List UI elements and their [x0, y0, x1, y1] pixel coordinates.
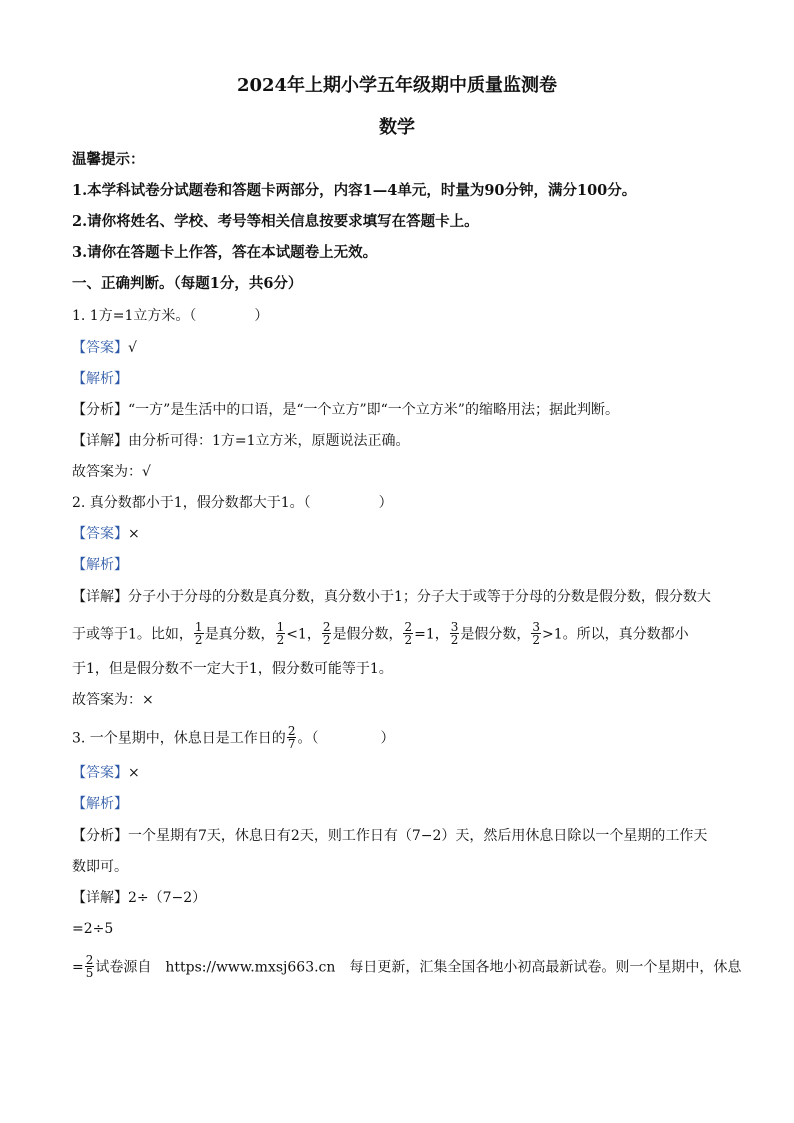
conclusion-value: √ [142, 464, 151, 480]
question-3-fenxi [72, 826, 722, 846]
example-text: 是假分数， [332, 626, 403, 643]
numerator: 3 [532, 620, 541, 634]
xiangjie-text: 由分析可得：1方=1立方米，原题说法正确。 [128, 433, 410, 449]
equals-sign: = [72, 959, 84, 976]
question-3-open: 。（ [297, 730, 319, 747]
example-text: =1， [414, 626, 449, 643]
answer-value: √ [128, 340, 137, 356]
question-1-answer [72, 338, 722, 358]
question-3-stem [72, 726, 722, 751]
numerator: 2 [287, 724, 296, 738]
numerator: 2 [404, 620, 413, 634]
question-3-text: 3. 一个星期中，休息日是工作日的 [72, 730, 286, 747]
numerator: 3 [450, 620, 459, 634]
source-notice-text: 试卷源自 https://www.mxsj663.cn 每日更新，汇集全国各地小初高最新试卷。则一个星期中，休息 [95, 959, 742, 976]
question-3-xiangjie [72, 888, 722, 908]
analysis-label: 【解析】 [72, 371, 128, 387]
question-1-fenxi [72, 400, 722, 420]
fraction [450, 621, 460, 646]
question-2-stem [72, 493, 722, 513]
denominator: 2 [322, 633, 331, 647]
numerator: 1 [276, 620, 285, 634]
answer-value: × [128, 765, 140, 781]
question-1-analysis-label [72, 369, 722, 389]
analysis-label: 【解析】 [72, 796, 128, 812]
example-text: 是假分数， [460, 626, 531, 643]
question-3-fenxi-2: 数即可。 [72, 859, 128, 875]
numerator: 1 [194, 620, 203, 634]
answer-label: 【答案】 [72, 340, 128, 356]
fenxi-text: “一方”是生活中的口语，是“一个立方”即“一个立方米”的缩略用法；据此判断。 [128, 402, 619, 418]
notice-item-1: 1.本学科试卷分试题卷和答题卡两部分，内容1—4单元，时量为90分钟，满分100分。 [72, 182, 637, 199]
xiangjie-text: 分子小于分母的分数是真分数，真分数小于1；分子大于或等于分母的分数是假分数，假分数大 [128, 589, 711, 605]
conclusion-label: 故答案为： [72, 464, 142, 480]
question-2-close: ） [378, 495, 393, 511]
example-text: 于或等于1。比如， [72, 626, 193, 643]
notice-item-2: 2.请你将姓名、学校、考号等相关信息按要求填写在答题卡上。 [72, 213, 479, 230]
section-heading: 一、正确判断。（每题1分，共6分） [72, 275, 303, 292]
xiangjie-label: 【详解】 [72, 433, 128, 449]
denominator: 2 [532, 633, 541, 647]
numerator: 2 [322, 620, 331, 634]
notice-label: 温馨提示： [72, 151, 145, 168]
fenxi-text: 一个星期有7天，休息日有2天，则工作日有（7−2）天，然后用休息日除以一个星期的工作天 [128, 828, 708, 844]
question-2-answer [72, 524, 722, 544]
question-1-text: 1. 1方=1立方米。（ [72, 308, 197, 324]
denominator: 2 [404, 633, 413, 647]
denominator: 2 [450, 633, 459, 647]
numerator: 2 [85, 953, 94, 967]
xiangjie-text: 2÷（7−2） [128, 890, 207, 906]
xiangjie-label: 【详解】 [72, 890, 128, 906]
page-title: 2024年上期小学五年级期中质量监测卷 [236, 75, 558, 96]
analysis-label: 【解析】 [72, 557, 128, 573]
fraction [194, 621, 204, 646]
question-2-text: 2. 真分数都小于1，假分数都大于1。（ [72, 495, 311, 511]
answer-label: 【答案】 [72, 765, 128, 781]
conclusion-label: 故答案为： [72, 692, 142, 708]
answer-value: × [128, 526, 140, 542]
question-1-xiangjie [72, 431, 722, 451]
question-1-stem [72, 306, 722, 326]
fraction [531, 621, 541, 646]
denominator: 5 [85, 966, 94, 980]
example-text: 是真分数， [204, 626, 275, 643]
subject-title: 数学 [379, 117, 415, 138]
fenxi-label: 【分析】 [72, 828, 128, 844]
fraction [403, 621, 413, 646]
question-2-conclusion [72, 690, 722, 710]
fraction [287, 725, 297, 750]
fraction [322, 621, 332, 646]
notice-item-3: 3.请你在答题卡上作答，答在本试题卷上无效。 [72, 244, 378, 261]
answer-label: 【答案】 [72, 526, 128, 542]
question-3-step-1: =2÷5 [72, 921, 114, 937]
question-3-step-2 [72, 953, 742, 980]
example-text: >1。所以，真分数都小 [542, 626, 689, 643]
xiangjie-label: 【详解】 [72, 589, 128, 605]
question-3-answer [72, 763, 722, 783]
fenxi-label: 【分析】 [72, 402, 128, 418]
question-2-line3: 于1，但是假分数不一定大于1，假分数可能等于1。 [72, 661, 393, 677]
denominator: 2 [276, 633, 285, 647]
question-3-close: ） [380, 730, 395, 747]
example-text: <1， [286, 626, 321, 643]
denominator: 7 [287, 737, 296, 751]
conclusion-value: × [142, 692, 154, 708]
question-1-conclusion [72, 462, 722, 482]
question-3-analysis-label [72, 794, 722, 814]
question-2-analysis-label [72, 555, 722, 575]
question-2-xiangjie [72, 587, 722, 607]
denominator: 2 [194, 633, 203, 647]
fraction [85, 954, 95, 979]
question-1-close: ） [254, 308, 269, 324]
fraction [276, 621, 286, 646]
question-2-examples [72, 622, 722, 647]
